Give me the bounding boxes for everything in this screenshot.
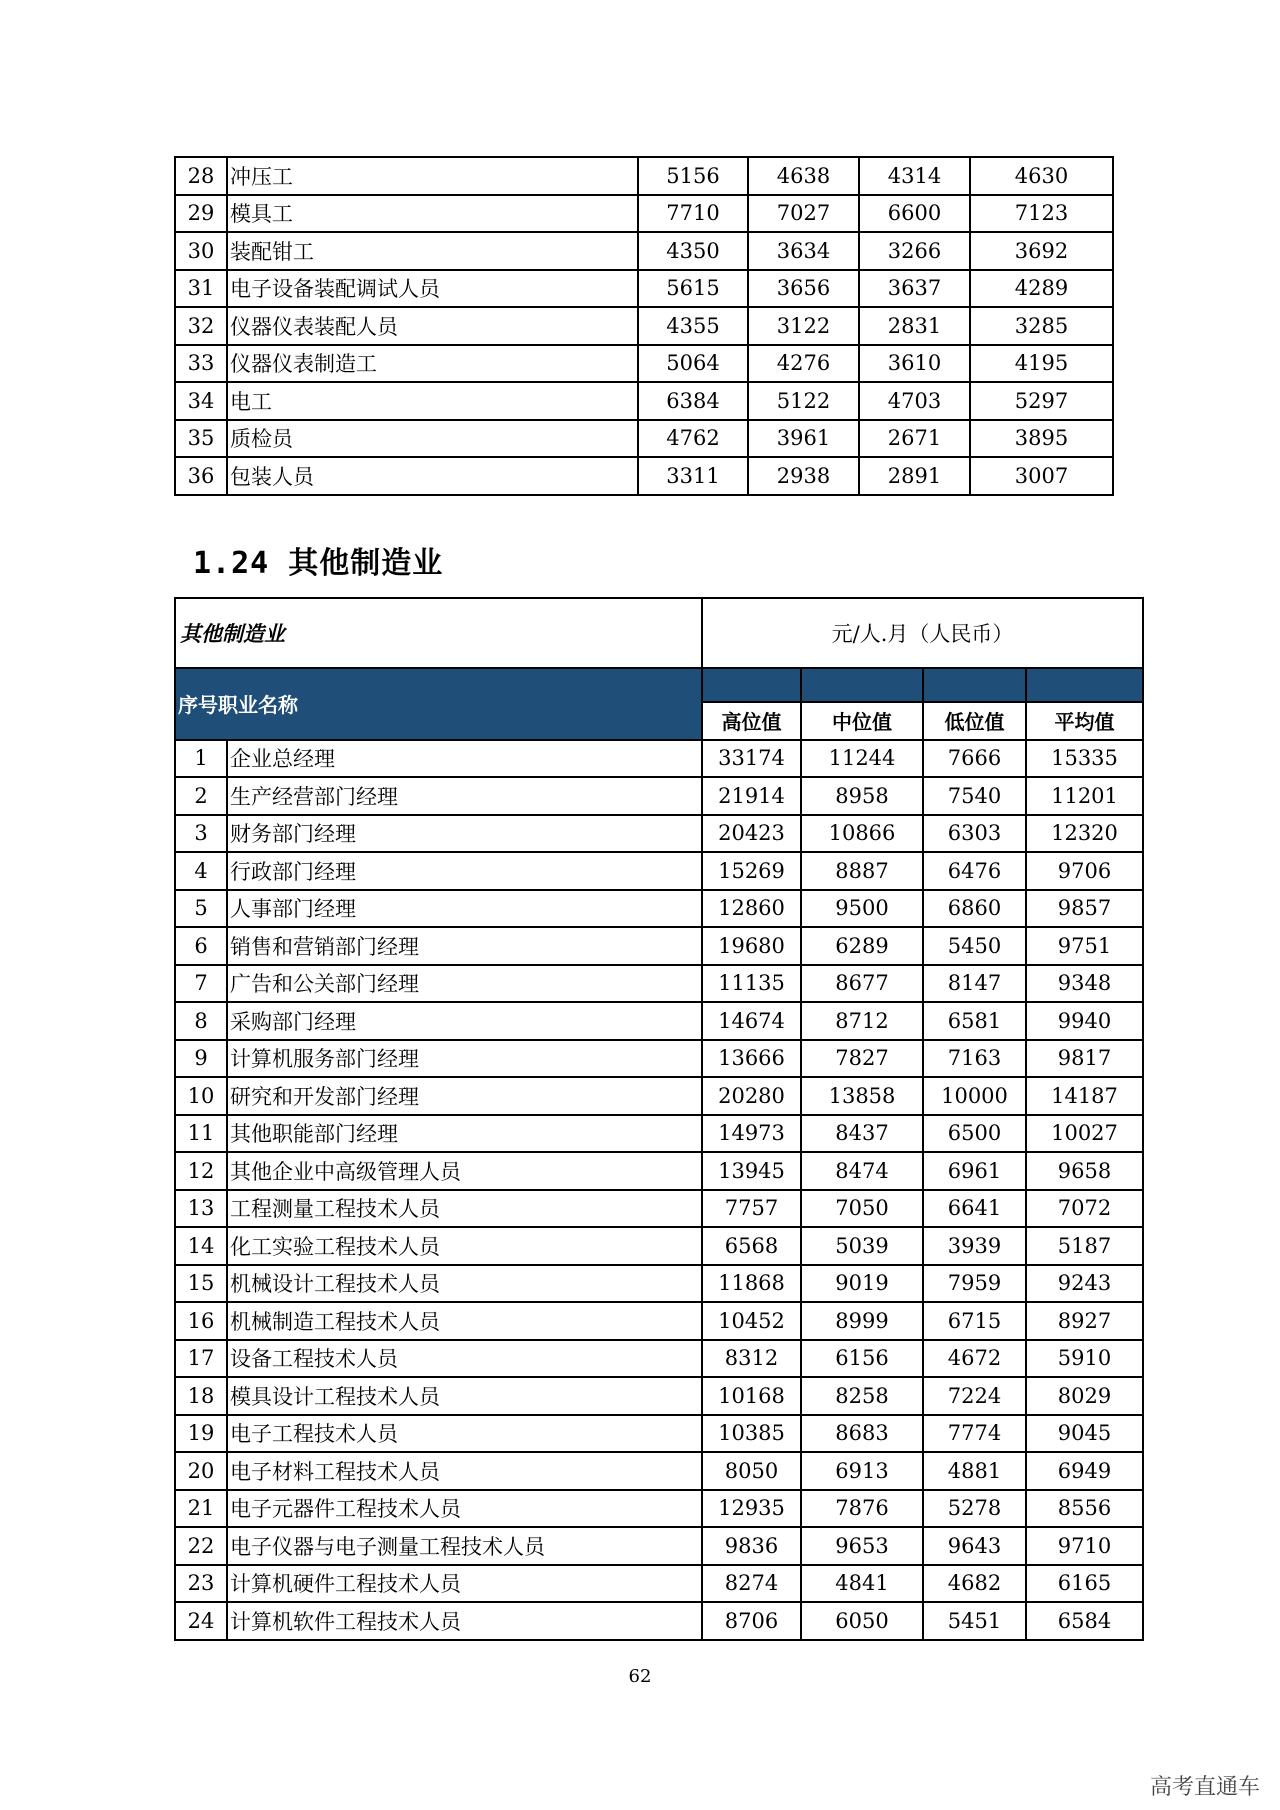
occupation-name: 模具工 [227,195,638,233]
table-row [175,1302,1143,1340]
row-index: 28 [175,157,227,195]
table-row [175,1415,1143,1453]
value-low: 5278 [923,1490,1026,1528]
occupation-name: 设备工程技术人员 [227,1340,702,1378]
value-low: 7540 [923,777,1026,815]
value-mid: 7050 [801,1190,923,1228]
value-high: 8050 [702,1452,801,1490]
table-row [175,345,1113,383]
value-high: 20423 [702,815,801,853]
value-low: 3266 [859,232,970,270]
value-high: 5156 [638,157,748,195]
salary-table-other-manufacturing [174,597,1144,1641]
value-high: 7710 [638,195,748,233]
value-high: 8706 [702,1602,801,1640]
table-row [175,777,1143,815]
value-low: 2831 [859,307,970,345]
value-avg: 4289 [970,270,1113,308]
value-low: 6641 [923,1190,1026,1228]
occupation-name: 企业总经理 [227,740,702,778]
value-mid: 10866 [801,815,923,853]
value-avg: 9940 [1026,1002,1143,1040]
row-index: 32 [175,307,227,345]
value-high: 3311 [638,457,748,495]
value-mid: 3656 [748,270,859,308]
value-mid: 9653 [801,1527,923,1565]
value-low: 6860 [923,890,1026,928]
occupation-name: 电子仪器与电子测量工程技术人员 [227,1527,702,1565]
value-mid: 3634 [748,232,859,270]
value-high: 14674 [702,1002,801,1040]
value-mid: 9019 [801,1265,923,1303]
value-low: 4314 [859,157,970,195]
value-mid: 3961 [748,420,859,458]
occupation-name: 行政部门经理 [227,852,702,890]
section-title: 1.24 其他制造业 [193,546,444,581]
row-index: 3 [175,815,227,853]
value-high: 7757 [702,1190,801,1228]
value-low: 9643 [923,1527,1026,1565]
value-avg: 9045 [1026,1415,1143,1453]
value-mid: 4638 [748,157,859,195]
value-high: 10452 [702,1302,801,1340]
value-mid: 7027 [748,195,859,233]
row-index: 30 [175,232,227,270]
value-low: 7666 [923,740,1026,778]
value-low: 10000 [923,1077,1026,1115]
col-avg-header: 平均值 [1026,702,1143,740]
value-low: 6476 [923,852,1026,890]
value-mid: 8712 [801,1002,923,1040]
value-low: 6961 [923,1152,1026,1190]
occupation-name: 机械制造工程技术人员 [227,1302,702,1340]
value-mid: 11244 [801,740,923,778]
value-avg: 4195 [970,345,1113,383]
row-index: 9 [175,1040,227,1078]
value-low: 3610 [859,345,970,383]
value-mid: 3122 [748,307,859,345]
value-avg: 3007 [970,457,1113,495]
page-number: 62 [628,1666,652,1687]
value-avg: 6584 [1026,1602,1143,1640]
value-mid: 8999 [801,1302,923,1340]
table-row [175,420,1113,458]
row-index: 22 [175,1527,227,1565]
table-row [175,1265,1143,1303]
value-avg: 8927 [1026,1302,1143,1340]
row-index: 13 [175,1190,227,1228]
value-avg: 3285 [970,307,1113,345]
value-avg: 4630 [970,157,1113,195]
value-high: 11868 [702,1265,801,1303]
value-mid: 7827 [801,1040,923,1078]
value-avg: 7123 [970,195,1113,233]
occupation-name: 计算机服务部门经理 [227,1040,702,1078]
row-index: 4 [175,852,227,890]
table-row [175,1152,1143,1190]
table-row [175,1377,1143,1415]
value-high: 5615 [638,270,748,308]
value-mid: 2938 [748,457,859,495]
value-avg: 9857 [1026,890,1143,928]
table-row [175,1490,1143,1528]
value-high: 9836 [702,1527,801,1565]
value-low: 2891 [859,457,970,495]
value-high: 8312 [702,1340,801,1378]
value-mid: 8683 [801,1415,923,1453]
value-avg: 3692 [970,232,1113,270]
value-avg: 9706 [1026,852,1143,890]
table-row [175,1527,1143,1565]
col-no-label: 序号 [178,693,218,718]
value-high: 6384 [638,382,748,420]
table-row [175,1452,1143,1490]
value-avg: 9751 [1026,927,1143,965]
value-mid: 4276 [748,345,859,383]
table-row [175,1190,1143,1228]
category-label: 其他制造业 [175,598,702,668]
occupation-name: 计算机硬件工程技术人员 [227,1565,702,1603]
value-high: 8274 [702,1565,801,1603]
occupation-name: 电子元器件工程技术人员 [227,1490,702,1528]
table-row [175,1115,1143,1153]
row-index: 33 [175,345,227,383]
occupation-name: 计算机软件工程技术人员 [227,1602,702,1640]
value-high: 14973 [702,1115,801,1153]
table-row [175,1602,1143,1640]
value-avg: 9817 [1026,1040,1143,1078]
value-mid: 7876 [801,1490,923,1528]
occupation-name: 装配钳工 [227,232,638,270]
value-low: 7959 [923,1265,1026,1303]
table-row [175,382,1113,420]
unit-label: 元/人.月（人民币） [702,598,1143,668]
category-header-row [175,598,1143,668]
row-index: 10 [175,1077,227,1115]
value-avg: 12320 [1026,815,1143,853]
occupation-name: 人事部门经理 [227,890,702,928]
value-high: 12935 [702,1490,801,1528]
value-avg: 11201 [1026,777,1143,815]
value-low: 8147 [923,965,1026,1003]
occupation-name: 仪器仪表装配人员 [227,307,638,345]
value-avg: 9658 [1026,1152,1143,1190]
column-header-no-name [175,668,702,740]
value-low: 6600 [859,195,970,233]
col-low-header: 低位值 [923,702,1026,740]
value-avg: 5910 [1026,1340,1143,1378]
table-row [175,1040,1143,1078]
row-index: 2 [175,777,227,815]
value-low: 4672 [923,1340,1026,1378]
value-low: 5450 [923,927,1026,965]
table-row [175,1227,1143,1265]
value-high: 33174 [702,740,801,778]
occupation-name: 机械设计工程技术人员 [227,1265,702,1303]
table-row [175,1077,1143,1115]
occupation-name: 工程测量工程技术人员 [227,1190,702,1228]
value-low: 6581 [923,1002,1026,1040]
value-high: 4762 [638,420,748,458]
value-mid: 6050 [801,1602,923,1640]
row-index: 20 [175,1452,227,1490]
table-row [175,270,1113,308]
value-low: 5451 [923,1602,1026,1640]
occupation-name: 生产经营部门经理 [227,777,702,815]
value-low: 6715 [923,1302,1026,1340]
value-mid: 6289 [801,927,923,965]
occupation-name: 电工 [227,382,638,420]
header-band [923,668,1026,702]
value-avg: 3895 [970,420,1113,458]
watermark: 高考直通车 [1149,1775,1260,1800]
value-avg: 15335 [1026,740,1143,778]
value-avg: 6165 [1026,1565,1143,1603]
row-index: 21 [175,1490,227,1528]
salary-table-continued [174,156,1114,496]
value-avg: 9243 [1026,1265,1143,1303]
occupation-name: 电子设备装配调试人员 [227,270,638,308]
occupation-name: 采购部门经理 [227,1002,702,1040]
value-mid: 8958 [801,777,923,815]
value-high: 13945 [702,1152,801,1190]
value-mid: 8474 [801,1152,923,1190]
value-high: 10385 [702,1415,801,1453]
value-avg: 6949 [1026,1452,1143,1490]
value-high: 21914 [702,777,801,815]
col-high-header: 高位值 [702,702,801,740]
value-high: 5064 [638,345,748,383]
value-low: 2671 [859,420,970,458]
row-index: 6 [175,927,227,965]
value-high: 4350 [638,232,748,270]
occupation-name: 财务部门经理 [227,815,702,853]
table-row [175,1340,1143,1378]
value-mid: 8437 [801,1115,923,1153]
occupation-name: 仪器仪表制造工 [227,345,638,383]
value-avg: 5297 [970,382,1113,420]
occupation-name: 冲压工 [227,157,638,195]
value-low: 3637 [859,270,970,308]
row-index: 11 [175,1115,227,1153]
row-index: 12 [175,1152,227,1190]
row-index: 15 [175,1265,227,1303]
value-mid: 5039 [801,1227,923,1265]
value-avg: 5187 [1026,1227,1143,1265]
col-mid-header: 中位值 [801,702,923,740]
row-index: 24 [175,1602,227,1640]
occupation-name: 研究和开发部门经理 [227,1077,702,1115]
occupation-name: 广告和公关部门经理 [227,965,702,1003]
table-row [175,232,1113,270]
value-high: 19680 [702,927,801,965]
header-band [1026,668,1143,702]
value-avg: 9348 [1026,965,1143,1003]
value-mid: 9500 [801,890,923,928]
table-row [175,740,1143,778]
value-mid: 4841 [801,1565,923,1603]
value-low: 4881 [923,1452,1026,1490]
value-mid: 8258 [801,1377,923,1415]
row-index: 36 [175,457,227,495]
value-avg: 14187 [1026,1077,1143,1115]
value-avg: 8556 [1026,1490,1143,1528]
row-index: 23 [175,1565,227,1603]
row-index: 29 [175,195,227,233]
table-row [175,195,1113,233]
value-low: 7774 [923,1415,1026,1453]
row-index: 1 [175,740,227,778]
value-low: 4703 [859,382,970,420]
table-row [175,927,1143,965]
occupation-name: 销售和营销部门经理 [227,927,702,965]
row-index: 16 [175,1302,227,1340]
row-index: 18 [175,1377,227,1415]
occupation-name: 包装人员 [227,457,638,495]
table-row [175,307,1113,345]
row-index: 8 [175,1002,227,1040]
value-mid: 6913 [801,1452,923,1490]
column-header-row-top [175,668,1143,702]
value-avg: 10027 [1026,1115,1143,1153]
value-mid: 6156 [801,1340,923,1378]
value-low: 6500 [923,1115,1026,1153]
table-row [175,852,1143,890]
row-index: 31 [175,270,227,308]
table-row [175,457,1113,495]
value-low: 6303 [923,815,1026,853]
value-avg: 9710 [1026,1527,1143,1565]
occupation-name: 化工实验工程技术人员 [227,1227,702,1265]
value-high: 20280 [702,1077,801,1115]
col-name-label: 职业名称 [218,693,298,718]
value-high: 10168 [702,1377,801,1415]
table-row [175,890,1143,928]
header-band [702,668,801,702]
value-mid: 5122 [748,382,859,420]
table-row [175,815,1143,853]
row-index: 7 [175,965,227,1003]
occupation-name: 电子材料工程技术人员 [227,1452,702,1490]
value-high: 12860 [702,890,801,928]
value-low: 7224 [923,1377,1026,1415]
value-low: 3939 [923,1227,1026,1265]
value-high: 6568 [702,1227,801,1265]
occupation-name: 质检员 [227,420,638,458]
row-index: 35 [175,420,227,458]
value-low: 4682 [923,1565,1026,1603]
value-mid: 8677 [801,965,923,1003]
table-row [175,157,1113,195]
value-high: 13666 [702,1040,801,1078]
row-index: 34 [175,382,227,420]
table-row [175,965,1143,1003]
value-mid: 13858 [801,1077,923,1115]
table-row [175,1002,1143,1040]
value-low: 7163 [923,1040,1026,1078]
value-high: 15269 [702,852,801,890]
value-high: 11135 [702,965,801,1003]
value-high: 4355 [638,307,748,345]
row-index: 19 [175,1415,227,1453]
value-avg: 7072 [1026,1190,1143,1228]
value-mid: 8887 [801,852,923,890]
occupation-name: 模具设计工程技术人员 [227,1377,702,1415]
occupation-name: 其他企业中高级管理人员 [227,1152,702,1190]
occupation-name: 其他职能部门经理 [227,1115,702,1153]
row-index: 17 [175,1340,227,1378]
row-index: 14 [175,1227,227,1265]
occupation-name: 电子工程技术人员 [227,1415,702,1453]
header-band [801,668,923,702]
value-avg: 8029 [1026,1377,1143,1415]
row-index: 5 [175,890,227,928]
table-row [175,1565,1143,1603]
